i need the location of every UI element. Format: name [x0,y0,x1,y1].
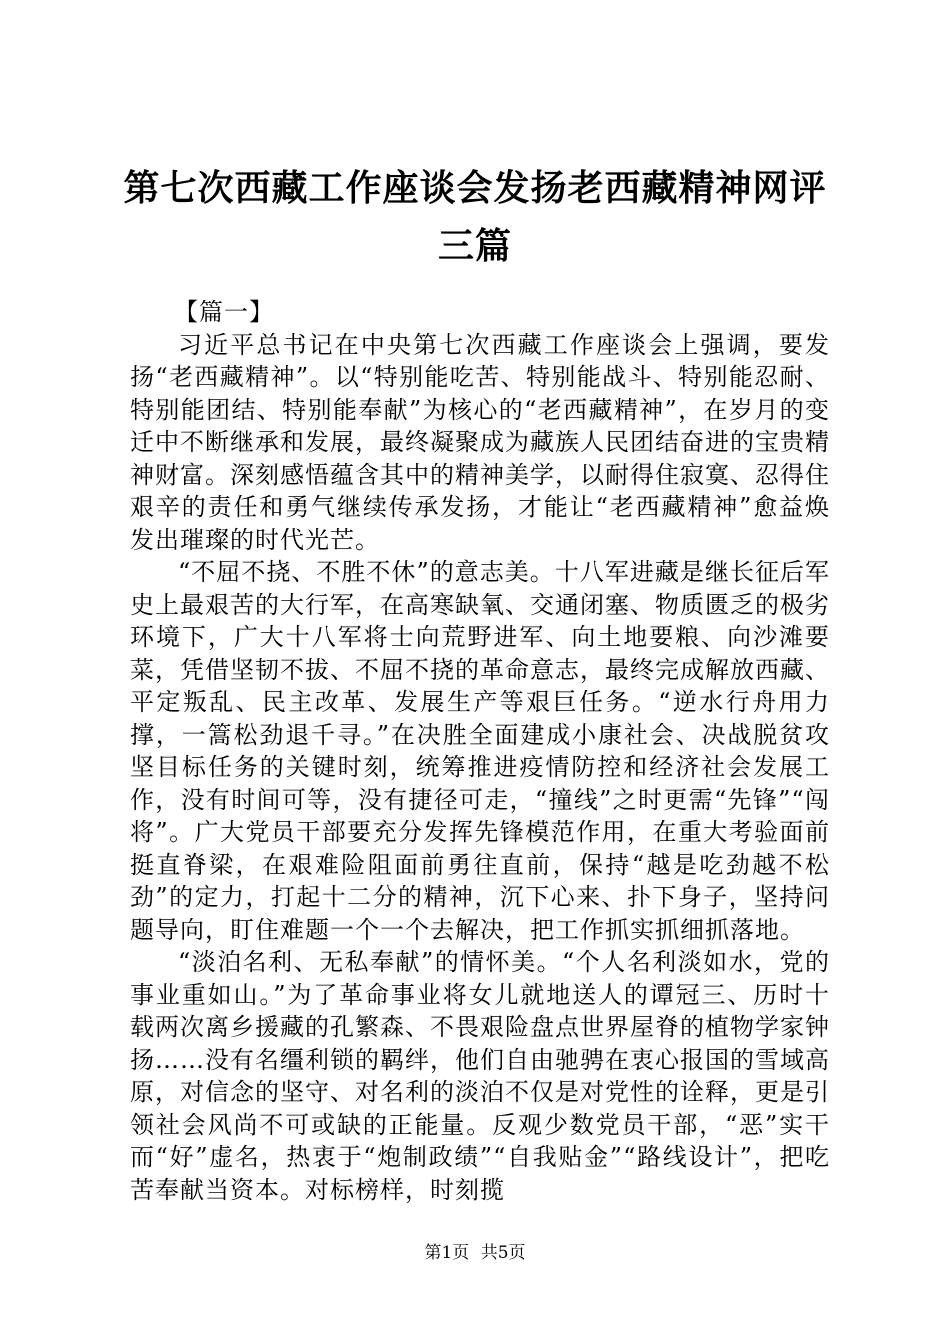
page-footer [0,1242,950,1264]
paragraph-3: “淡泊名利、无私奉献”的情怀美。“个人名利淡如水，党的事业重如山。”为了革命事业将女儿就地送人的谭冠三、历时十载两次离乡援藏的孔繁森、不畏艰险盘点世界屋脊的植物学家钟扬……没有名缰利锁的羁绊，他们自由驰骋在衷心报国的雪域高原，对信念的坚守、对名利的淡泊不仅是对党性的诠释，更是引领社会风尚不可或缺的正能量。反观少数党员干部，“恶”实干而“好”虚名，热衷于“炮制政绩”“自我贴金”“路线设计”，把吃苦奉献当资本。对标榜样，时刻揽 [130,948,830,1204]
document-body [130,296,830,1206]
paragraph-1: 习近平总书记在中央第七次西藏工作座谈会上强调，要发扬“老西藏精神”。以“特别能吃苦、特别能战斗、特别能忍耐、特别能团结、特别能奉献”为核心的“老西藏精神”，在岁月的变迁中不断继承和发展，最终凝聚成为藏族人民团结奋进的宝贵精神财富。深刻感悟蕴含其中的精神美学，以耐得住寂寞、忍得住艰辛的责任和勇气继续传承发扬，才能让“老西藏精神”愈益焕发出璀璨的时代光芒。 [130,330,830,554]
document-title: 第七次西藏工作座谈会发扬老西藏精神网评三篇 [123,168,827,267]
page-number: 第1页 [424,1243,470,1263]
page-total: 共5页 [480,1243,526,1263]
paragraph-2: “不屈不挠、不胜不休”的意志美。十八军进藏是继长征后军史上最艰苦的大行军，在高寒缺氧、交通闭塞、物质匮乏的极劣环境下，广大十八军将士向荒野进军、向土地要粮、向沙滩要菜，凭借坚韧不拔、不屈不挠的革命意志，最终完成解放西藏、平定叛乱、民主改革、发展生产等艰巨任务。“逆水行舟用力撑，一篙松劲退千寻。”在决胜全面建成小康社会、决战脱贫攻坚目标任务的关键时刻，统筹推进疫情防控和经济社会发展工作，没有时间可等，没有捷径可走，“撞线”之时更需“先锋”“闯将”。广大党员干部要充分发挥先锋模范作用，在重大考验面前挺直脊梁，在艰难险阻面前勇往直前，保持“越是吃劲越不松劲”的定力，打起十二分的精神，沉下心来、扑下身子，坚持问题导向，盯住难题一个一个去解决，把工作抓实抓细抓落地。 [130,558,830,944]
section-label: 【篇一】 [174,298,274,326]
